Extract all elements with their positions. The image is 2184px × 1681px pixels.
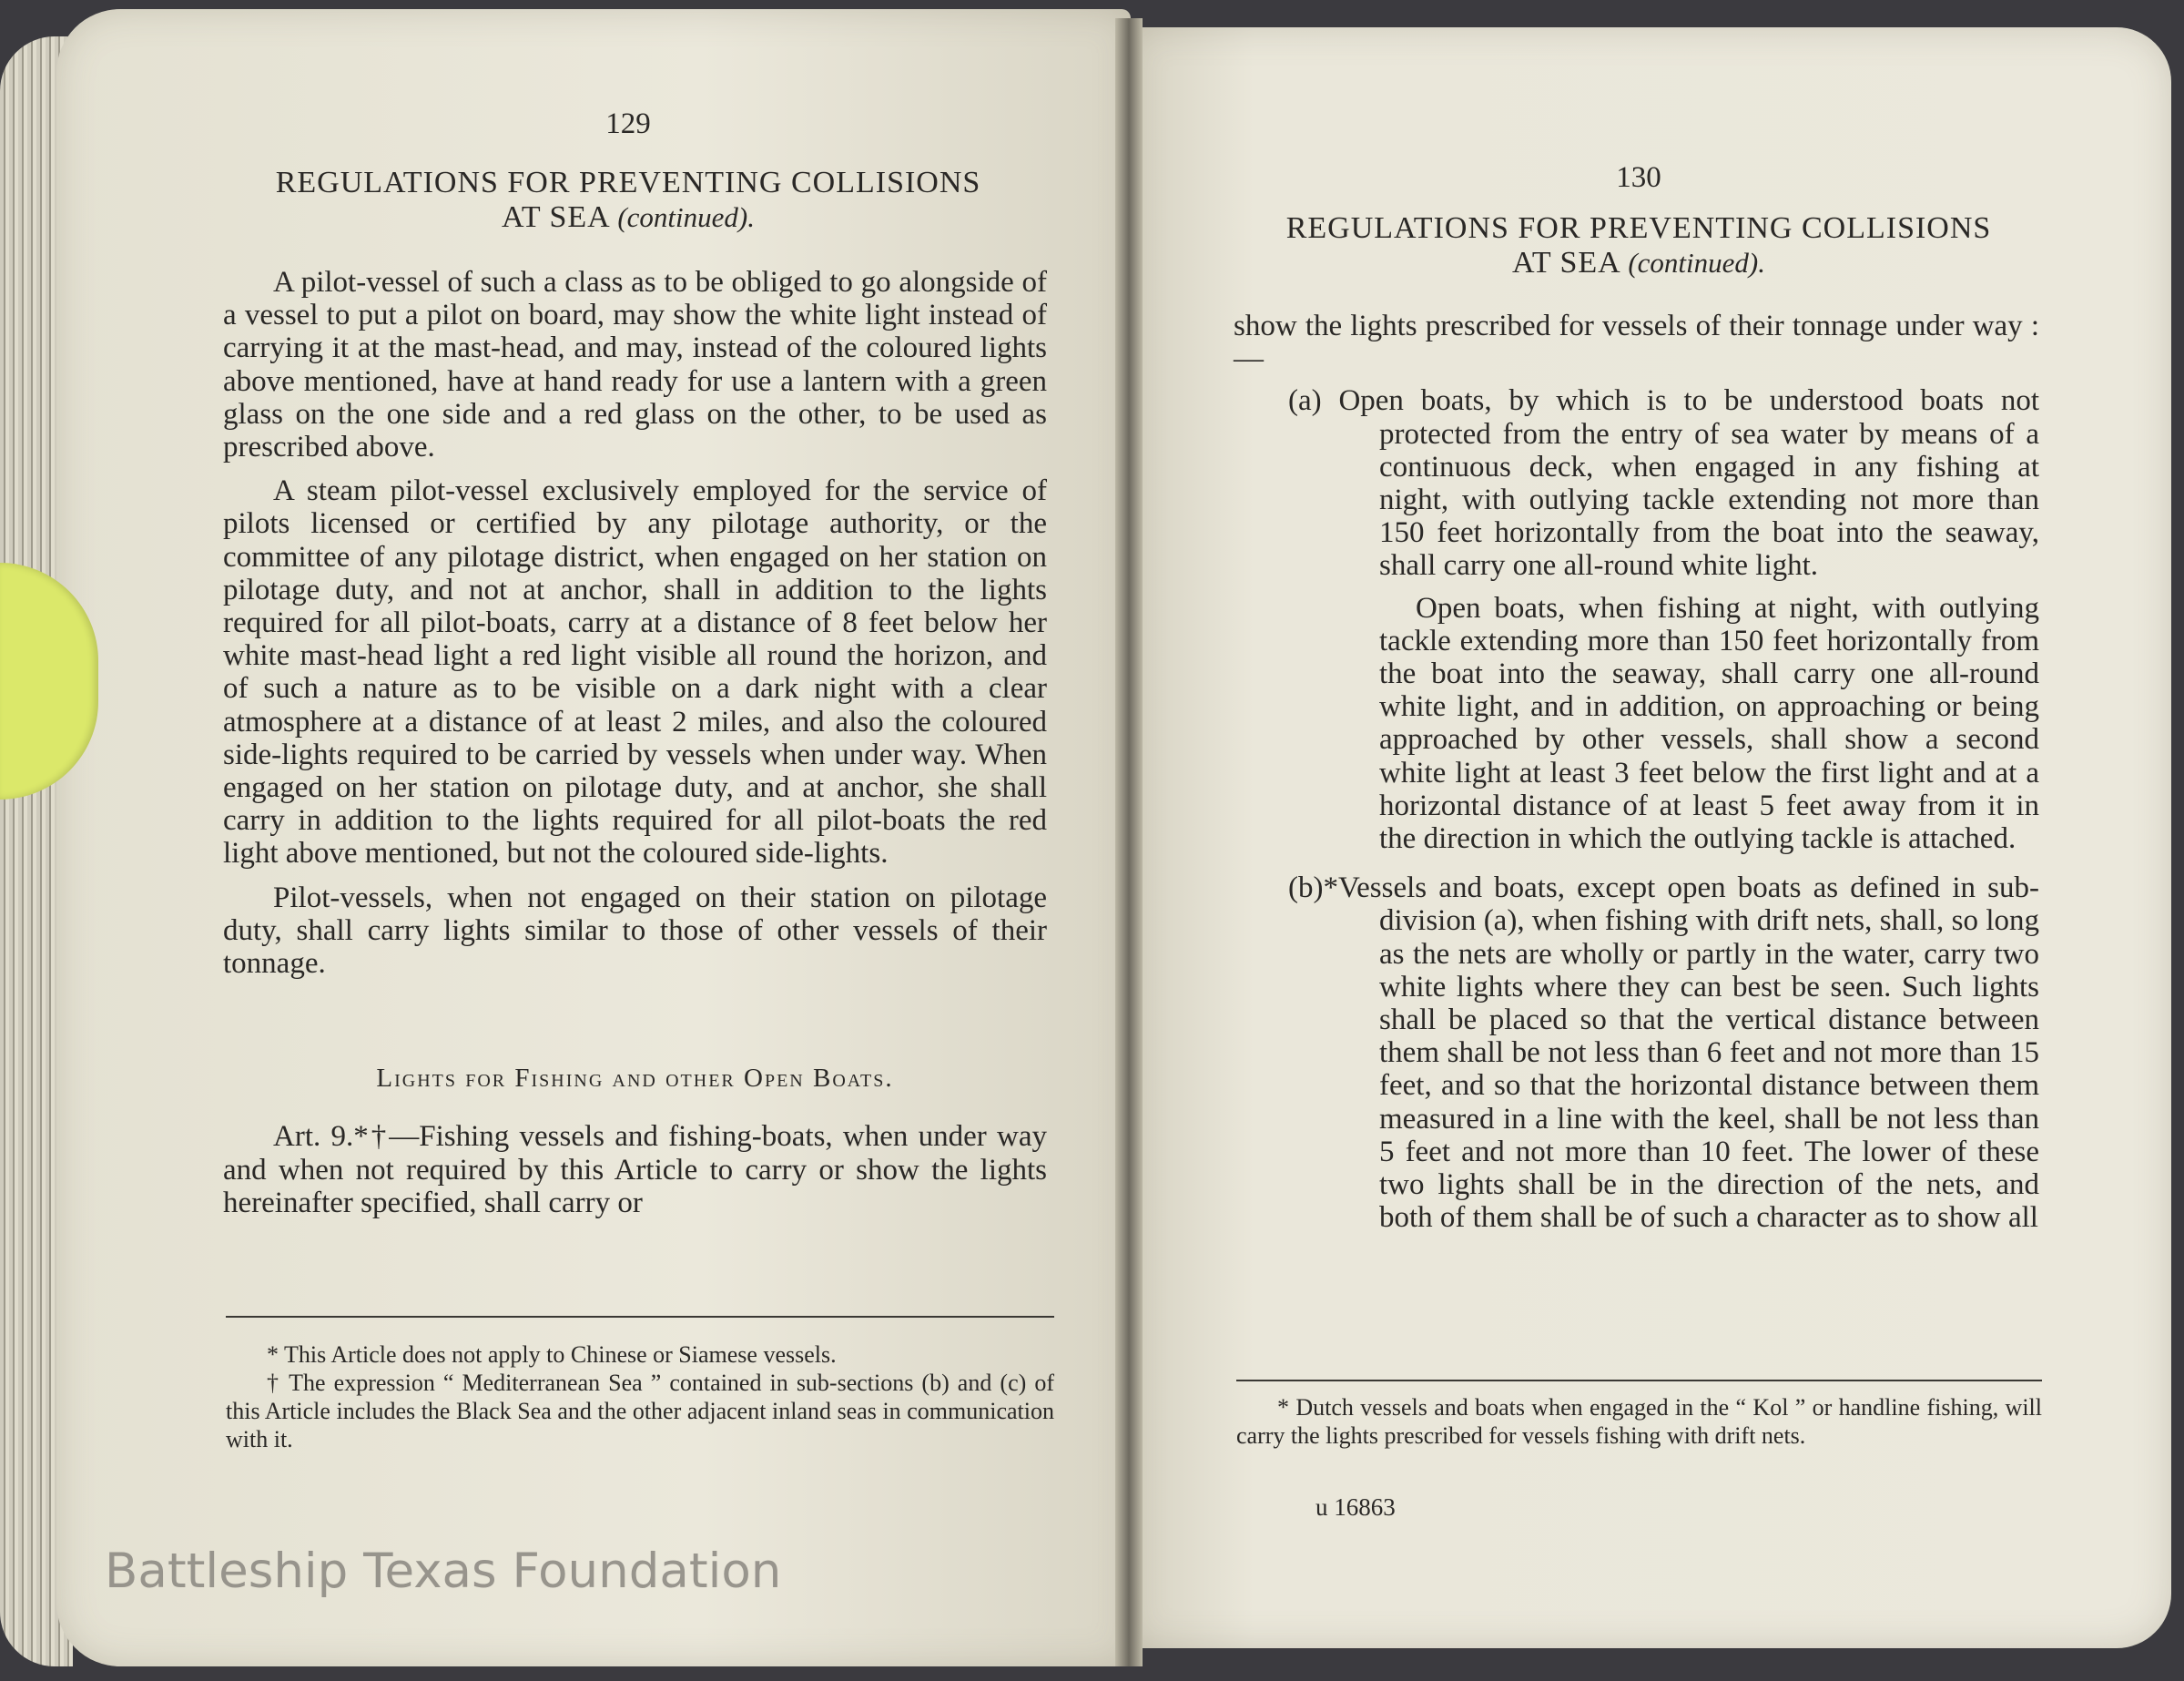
item-a-paragraph-2: Open boats, when fishing at night, with outlying tackle extending more than 150 feet horizontally from the boat into the seaway, shall carry one all-round white light, and in addition, on approaching or being approached by other vessels, shall show a second white light at least 3 feet below the first light and at a horizontal distance of at least 5 feet away from it in the direction in which the outlying tackle is attached.	[1379, 591, 2039, 856]
print-code: u 16863	[1315, 1493, 1396, 1521]
paragraph-intro: show the lights prescribed for vessels of their tonnage under way :—	[1234, 310, 2039, 376]
footnotes-left	[226, 1340, 1054, 1453]
paragraph-pilot-vessel: A pilot-vessel of such a class as to be obliged to go alongside of a vessel to put a pilot on board, may show the white light instead of carrying it at the mast-head, and may, instead of the coloured lights above mentioned, have at hand ready for use a lantern with a green glass on the one side and a red glass on the other, to be used as prescribed above.	[223, 266, 1047, 464]
footnote-dutch-vessels: * Dutch vessels and boats when engaged in the “ Kol ” or handline fishing, will carry the lights prescribed for vessels fishing with drift nets.	[1236, 1394, 2042, 1449]
paragraph-art-9: Art. 9.*†—Fishing vessels and fishing-boats, when under way and when not required by this Article to carry or show the lights hereinafter specified, shall carry or	[223, 1120, 1047, 1219]
heading-line1: REGULATIONS FOR PREVENTING COLLISIONS	[275, 166, 981, 199]
heading-line2: AT SEA (continued).	[1512, 246, 1765, 280]
footnote-rule-left	[226, 1316, 1054, 1318]
book-gutter	[1115, 18, 1143, 1666]
item-b-label: (b)*	[1288, 871, 1338, 905]
paragraph-pilot-vessels-not-engaged: Pilot-vessels, when not engaged on their station on pilotage duty, shall carry lights similar to those of other vessels of their tonnage.	[223, 881, 1047, 981]
item-a: (a) Open boats, by which is to be understood boats not protected from the entry of sea water by means of a continuous deck, when engaged in any fishing at night, with outlying tackle extending not more than 150 feet horizontally from the boat into the seaway, shall carry one all-round white light.	[1288, 384, 2039, 583]
page-heading-right	[1220, 211, 2057, 280]
footnote-chinese-siamese: * This Article does not apply to Chinese or Siamese vessels.	[267, 1341, 837, 1368]
heading-line1: REGULATIONS FOR PREVENTING COLLISIONS	[1285, 211, 1992, 245]
item-b: (b)*Vessels and boats, except open boats as defined in sub-division (a), when fishing with drift nets, shall, so long as the nets are wholly or partly in the water, carry two white lights where they can best be seen. Such lights shall be placed so that the vertical distance between them shall be not less than 6 feet and not more than 15 feet, and so that the horizontal distance between them measured in a line with the keel, shall be not less than 5 feet and not more than 10 feet. The lower of these two lights shall be in the direction of the nets, and both of them shall be of such a character as to show all	[1288, 871, 2039, 1235]
page-heading-left	[191, 166, 1065, 235]
item-a-label: (a)	[1288, 384, 1322, 418]
watermark: Battleship Texas Foundation	[105, 1543, 782, 1599]
right-body	[1234, 310, 2039, 1234]
page-number-left: 129	[605, 107, 651, 140]
section-subheading: Lights for Fishing and other Open Boats.	[376, 1064, 894, 1094]
paragraph-steam-pilot-vessel: A steam pilot-vessel exclusively employed for the service of pilots licensed or certified by any pilotage authority, or the committee of any pilotage district, when engaged on her station on pilotage duty, and not at anchor, shall in addition to the lights required for all pilot-boats, carry at a distance of 8 feet below her white mast-head light a red light visible all round the horizon, and of such a nature as to be visible on a dark night with a clear atmosphere at a distance of at least 2 miles, and also the coloured side-lights required to be carried by vessels when under way. When engaged on her station on pilotage duty, and at anchor, she shall carry in addition to the lights required for all pilot-boats the red light above mentioned, but not the coloured side-lights.	[223, 474, 1047, 871]
footnote-rule-right	[1236, 1380, 2042, 1381]
footnote-mediterranean: † The expression “ Mediterranean Sea ” contained in sub-sections (b) and (c) of this Article includes the Black Sea and the other adjacent inland seas in communication with it.	[226, 1370, 1054, 1452]
page-number-right: 130	[1616, 161, 1661, 194]
heading-line2: AT SEA (continued).	[502, 200, 755, 234]
footnotes-right	[1236, 1393, 2042, 1450]
left-body	[223, 266, 1047, 1219]
